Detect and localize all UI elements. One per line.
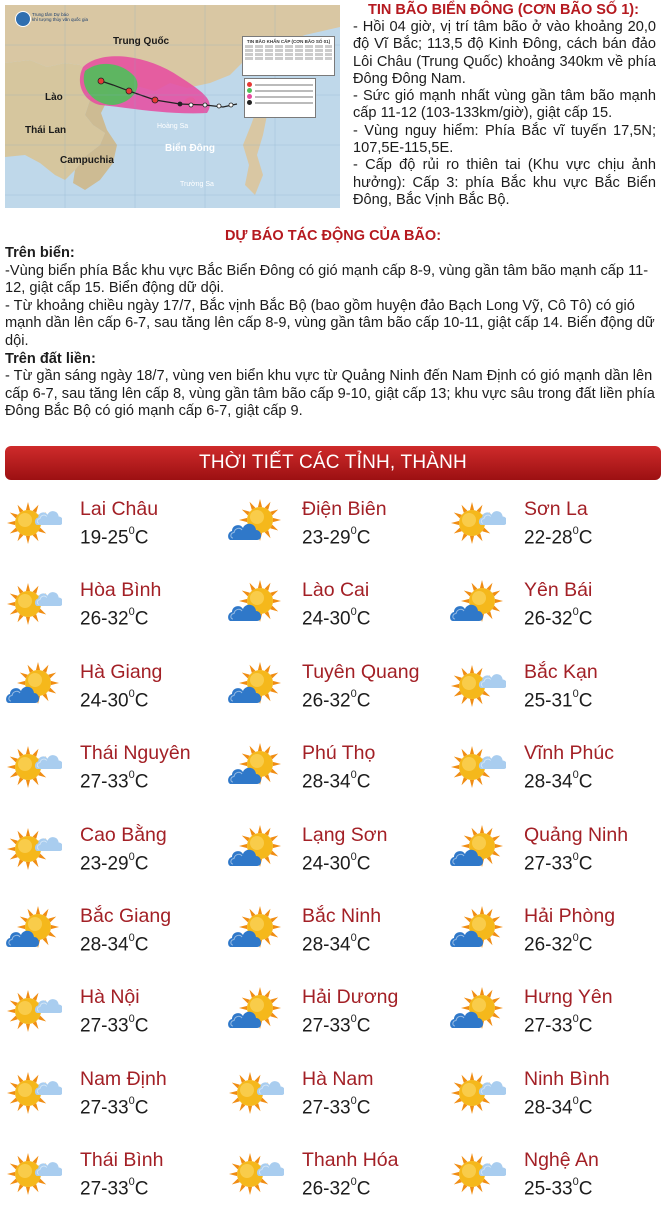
city-name: Lai Châu bbox=[80, 498, 159, 520]
impact-forecast-title: DỰ BÁO TÁC ĐỘNG CỦA BÃO: bbox=[224, 228, 442, 244]
degree-mark: 0 bbox=[350, 932, 357, 944]
temperature-range: 24-30 bbox=[80, 690, 129, 712]
temperature-range: 27-33 bbox=[80, 1178, 129, 1200]
city-name: Phú Thọ bbox=[302, 742, 376, 765]
cloud-sun-left-icon bbox=[226, 498, 284, 548]
weather-city-cell bbox=[0, 732, 222, 814]
temperature-unit: C bbox=[356, 1178, 371, 1200]
sun-cloud-right-icon bbox=[4, 824, 62, 874]
map-label-truong-sa: Trường Sa bbox=[180, 181, 214, 188]
bulletin-paragraph: - Vùng nguy hiểm: Phía Bắc vĩ tuyến 17,5N; 107,5E-115,5E. bbox=[353, 122, 656, 157]
temperature-unit: C bbox=[578, 852, 593, 874]
city-temperature bbox=[524, 1015, 592, 1037]
city-temperature bbox=[302, 771, 370, 793]
temperature-unit: C bbox=[356, 771, 371, 793]
temperature-unit: C bbox=[134, 1015, 149, 1037]
degree-mark: 0 bbox=[350, 1176, 357, 1189]
legend-row bbox=[245, 53, 332, 56]
map-label-cambodia: Campuchia bbox=[60, 155, 114, 166]
sun-cloud-right-icon bbox=[4, 579, 62, 629]
sun-cloud-right-icon bbox=[4, 986, 62, 1036]
temperature-range: 28-34 bbox=[80, 934, 129, 956]
city-name: Nam Định bbox=[80, 1067, 167, 1090]
temperature-range: 25-31 bbox=[524, 690, 573, 712]
cloud-sun-left-icon bbox=[448, 824, 506, 874]
city-temperature bbox=[80, 608, 148, 630]
city-name: Hải Phòng bbox=[524, 905, 616, 927]
city-temperature bbox=[80, 1178, 148, 1200]
symbol-row bbox=[247, 100, 313, 105]
bulletin-paragraph: - Hồi 04 giờ, vị trí tâm bão ở vào khoảng 20,0 độ Vĩ Bắc; 113,5 độ Kinh Đông, cách bán đảo Lôi Châu (Trung Quốc) khoảng 340km về phía Đông Đông Nam. bbox=[353, 19, 656, 87]
city-name: Quảng Ninh bbox=[524, 823, 629, 846]
temperature-unit: C bbox=[134, 934, 149, 956]
city-name: Cao Bằng bbox=[80, 823, 167, 846]
city-temperature bbox=[302, 850, 371, 875]
temperature-unit: C bbox=[356, 608, 371, 630]
legend-row bbox=[245, 49, 332, 52]
city-temperature bbox=[80, 850, 149, 875]
city-temperature bbox=[80, 527, 148, 549]
weather-city-cell bbox=[0, 1139, 222, 1221]
city-temperature bbox=[302, 608, 370, 630]
weather-city-cell bbox=[444, 732, 666, 814]
symbol-row bbox=[247, 88, 313, 93]
temperature-range: 28-34 bbox=[524, 771, 573, 793]
temperature-range: 27-33 bbox=[524, 1015, 573, 1037]
city-name: Hòa Bình bbox=[80, 579, 162, 602]
temperature-unit: C bbox=[578, 1178, 593, 1200]
map-symbol-legend bbox=[244, 78, 316, 118]
temperature-range: 26-32 bbox=[524, 608, 573, 630]
city-name: Hải Dương bbox=[302, 986, 399, 1009]
sea-heading: Trên biển: bbox=[5, 245, 75, 261]
temperature-range: 28-34 bbox=[524, 1097, 573, 1119]
weather-city-cell bbox=[444, 895, 666, 977]
city-temperature bbox=[524, 934, 592, 956]
temperature-range: 27-33 bbox=[80, 1097, 129, 1119]
temperature-unit: C bbox=[578, 608, 593, 630]
degree-mark: 0 bbox=[128, 687, 135, 700]
city-temperature bbox=[524, 527, 592, 549]
temperature-unit: C bbox=[356, 934, 371, 956]
degree-mark: 0 bbox=[350, 850, 357, 863]
temperature-unit: C bbox=[578, 1097, 593, 1119]
degree-mark: 0 bbox=[572, 932, 579, 944]
temperature-range: 24-30 bbox=[302, 852, 351, 874]
weather-city-cell bbox=[222, 651, 444, 733]
weather-city-cell bbox=[0, 651, 222, 733]
temperature-unit: C bbox=[356, 527, 371, 549]
legend-row bbox=[245, 45, 332, 48]
impact-forecast-body bbox=[5, 245, 660, 421]
city-temperature bbox=[524, 1094, 593, 1119]
temperature-range: 27-33 bbox=[80, 771, 129, 793]
degree-mark: 0 bbox=[350, 1094, 357, 1107]
weather-city-cell bbox=[0, 895, 222, 977]
city-name: Ninh Bình bbox=[524, 1067, 610, 1090]
temperature-unit: C bbox=[356, 1015, 371, 1037]
temperature-unit: C bbox=[578, 771, 593, 793]
temperature-unit: C bbox=[578, 934, 593, 956]
temperature-range: 23-29 bbox=[80, 852, 129, 874]
degree-mark: 0 bbox=[350, 606, 357, 619]
cloud-sun-left-icon bbox=[4, 661, 62, 711]
cloud-sun-left-icon bbox=[226, 661, 284, 711]
sea-paragraph: - Từ khoảng chiều ngày 17/7, Bắc vịnh Bắc Bộ (bao gồm huyện đảo Bạch Long Vỹ, Cô Tô) có gió mạnh dần lên cấp 6-7, sau tăng lên cấp 8-9, vùng gần tâm bão cấp 10-11, giật cấp 14. Biển động dữ dội. bbox=[5, 297, 655, 349]
weather-city-cell bbox=[444, 569, 666, 651]
agency-logo-icon bbox=[15, 11, 31, 27]
cloud-sun-left-icon bbox=[226, 905, 284, 955]
city-temperature bbox=[302, 687, 371, 712]
sun-cloud-right-icon bbox=[448, 1149, 506, 1199]
temperature-range: 28-34 bbox=[302, 934, 351, 956]
city-temperature bbox=[524, 608, 592, 630]
city-name: Lạng Sơn bbox=[302, 823, 388, 846]
temperature-unit: C bbox=[578, 527, 593, 549]
cloud-sun-left-icon bbox=[448, 986, 506, 1036]
cloud-sun-left-icon bbox=[226, 742, 284, 792]
city-name: Hà Nam bbox=[302, 1067, 374, 1090]
sun-cloud-right-icon bbox=[448, 498, 506, 548]
city-temperature bbox=[80, 1094, 149, 1119]
temperature-range: 23-29 bbox=[302, 527, 351, 549]
cloud-sun-left-icon bbox=[226, 986, 284, 1036]
city-temperature bbox=[80, 1015, 148, 1037]
city-name: Nghệ An bbox=[524, 1149, 599, 1172]
degree-mark: 0 bbox=[350, 769, 357, 782]
degree-mark: 0 bbox=[572, 850, 579, 863]
degree-mark: 0 bbox=[572, 1094, 579, 1107]
temperature-range: 22-28 bbox=[524, 527, 573, 549]
city-temperature bbox=[302, 1015, 370, 1037]
map-legend bbox=[242, 36, 335, 76]
map-label-laos: Lào bbox=[45, 92, 63, 103]
temperature-unit: C bbox=[134, 1097, 149, 1119]
degree-mark: 0 bbox=[572, 606, 579, 619]
temperature-range: 26-32 bbox=[302, 1178, 351, 1200]
cloud-sun-left-icon bbox=[448, 905, 506, 955]
weather-city-cell bbox=[222, 488, 444, 570]
cloud-sun-left-icon bbox=[226, 579, 284, 629]
sea-paragraph: -Vùng biển phía Bắc khu vực Bắc Biển Đông có gió mạnh cấp 8-9, vùng gần tâm bão mạnh cấp 11-12, giật cấp 15. Biển động dữ dội. bbox=[5, 262, 649, 297]
temperature-range: 24-30 bbox=[302, 608, 351, 630]
cloud-sun-left-icon bbox=[4, 905, 62, 955]
sun-cloud-right-icon bbox=[4, 1149, 62, 1199]
storm-bulletin-title: TIN BÃO BIỂN ĐÔNG (CƠN BÃO SỐ 1): bbox=[368, 2, 639, 18]
temperature-unit: C bbox=[134, 690, 149, 712]
weather-grid bbox=[0, 488, 666, 1200]
temperature-range: 26-32 bbox=[80, 608, 129, 630]
city-name: Tuyên Quang bbox=[302, 660, 420, 683]
agency-name bbox=[32, 12, 88, 22]
temperature-range: 28-34 bbox=[302, 771, 351, 793]
sun-cloud-right-icon bbox=[448, 661, 506, 711]
temperature-range: 25-33 bbox=[524, 1178, 573, 1200]
degree-mark: 0 bbox=[350, 1013, 357, 1026]
temperature-unit: C bbox=[578, 690, 593, 712]
degree-mark: 0 bbox=[128, 769, 135, 782]
temperature-unit: C bbox=[578, 1015, 593, 1037]
weather-city-cell bbox=[0, 488, 222, 570]
weather-city-cell bbox=[222, 814, 444, 896]
city-name: Hà Giang bbox=[80, 660, 163, 683]
weather-city-cell bbox=[444, 651, 666, 733]
weather-city-cell bbox=[222, 1058, 444, 1140]
degree-mark: 0 bbox=[128, 1094, 135, 1107]
temperature-unit: C bbox=[356, 690, 371, 712]
cloud-sun-left-icon bbox=[448, 579, 506, 629]
city-temperature bbox=[80, 934, 148, 956]
degree-mark: 0 bbox=[572, 687, 579, 700]
map-label-china: Trung Quốc bbox=[113, 36, 170, 47]
temperature-unit: C bbox=[134, 527, 149, 549]
weather-section-banner: THỜI TIẾT CÁC TỈNH, THÀNH bbox=[5, 446, 661, 480]
degree-mark: 0 bbox=[572, 1013, 579, 1026]
temperature-range: 27-33 bbox=[524, 852, 573, 874]
city-temperature bbox=[302, 934, 370, 956]
temperature-unit: C bbox=[356, 852, 371, 874]
bulletin-paragraph: - Cấp độ rủi ro thiên tai (Khu vực chịu ảnh hưởng): Cấp 3: phía Bắc khu vực Bắc Biển Đông, Bắc Vịnh Bắc Bộ. bbox=[353, 157, 656, 208]
city-name: Thanh Hóa bbox=[302, 1149, 399, 1172]
weather-city-cell bbox=[444, 1139, 666, 1221]
city-name: Điện Biên bbox=[302, 498, 387, 520]
agency-name-line-2: khí tượng thủy văn quốc gia bbox=[32, 17, 88, 22]
weather-city-cell bbox=[222, 569, 444, 651]
city-temperature bbox=[524, 850, 593, 875]
storm-bulletin-body bbox=[353, 19, 656, 209]
weather-city-cell bbox=[222, 976, 444, 1058]
map-legend-title: TIN BÃO KHẨN CẤP (CƠN BÃO SỐ 01) bbox=[246, 39, 331, 44]
cloud-sun-left-icon bbox=[226, 824, 284, 874]
symbol-row bbox=[247, 94, 313, 99]
city-temperature bbox=[302, 1094, 371, 1119]
degree-mark: 0 bbox=[128, 1013, 135, 1026]
temperature-unit: C bbox=[134, 852, 149, 874]
city-temperature bbox=[524, 771, 592, 793]
weather-city-cell bbox=[0, 814, 222, 896]
temperature-range: 27-33 bbox=[80, 1015, 129, 1037]
sun-cloud-right-icon bbox=[4, 1068, 62, 1118]
degree-mark: 0 bbox=[350, 687, 357, 700]
map-label-thailand: Thái Lan bbox=[25, 125, 67, 136]
city-name: Yên Bái bbox=[524, 579, 593, 602]
city-name: Bắc Ninh bbox=[302, 905, 382, 927]
city-name: Bắc Giang bbox=[80, 905, 172, 927]
legend-row bbox=[245, 57, 332, 60]
weather-city-cell bbox=[222, 895, 444, 977]
weather-city-cell bbox=[0, 569, 222, 651]
land-paragraph: - Từ gần sáng ngày 18/7, vùng ven biển khu vực từ Quảng Ninh đến Nam Định có gió mạnh dần lên cấp 6-7, sau tăng lên cấp 8, vùng gần tâm bão cấp 9-10, giật cấp 13; khu vực sâu trong đất liền phía Đông Bắc Bộ có gió mạnh cấp 6-7, giật cấp 9. bbox=[5, 368, 655, 420]
degree-mark: 0 bbox=[350, 525, 357, 537]
temperature-unit: C bbox=[134, 608, 149, 630]
city-temperature bbox=[524, 1178, 592, 1200]
city-temperature bbox=[302, 527, 370, 549]
land-heading: Trên đất liền: bbox=[5, 350, 96, 367]
sun-cloud-right-icon bbox=[226, 1068, 284, 1118]
bulletin-paragraph: - Sức gió mạnh nhất vùng gần tâm bão mạnh cấp 11-12 (103-133km/giờ), giật cấp 15. bbox=[353, 88, 656, 122]
weather-city-cell bbox=[444, 976, 666, 1058]
weather-city-cell bbox=[444, 1058, 666, 1140]
city-temperature bbox=[302, 1178, 370, 1200]
map-label-hoang-sa: Hoàng Sa bbox=[157, 123, 189, 130]
symbol-row bbox=[247, 82, 313, 87]
degree-mark: 0 bbox=[128, 606, 135, 619]
agency-name-line-1: Trung tâm Dự báo bbox=[32, 12, 69, 17]
city-name: Bắc Kạn bbox=[524, 660, 598, 683]
weather-city-cell bbox=[0, 976, 222, 1058]
degree-mark: 0 bbox=[128, 850, 135, 863]
weather-city-cell bbox=[0, 1058, 222, 1140]
weather-city-cell bbox=[222, 732, 444, 814]
city-temperature bbox=[80, 771, 148, 793]
degree-mark: 0 bbox=[128, 525, 135, 537]
city-name: Sơn La bbox=[524, 498, 588, 520]
storm-track-map bbox=[5, 5, 340, 208]
degree-mark: 0 bbox=[572, 769, 579, 782]
sun-cloud-right-icon bbox=[448, 1068, 506, 1118]
city-temperature bbox=[80, 687, 149, 712]
temperature-range: 26-32 bbox=[302, 690, 351, 712]
sun-cloud-right-icon bbox=[226, 1149, 284, 1199]
temperature-unit: C bbox=[134, 1178, 149, 1200]
city-temperature bbox=[524, 687, 593, 712]
temperature-unit: C bbox=[134, 771, 149, 793]
city-name: Thái Nguyên bbox=[80, 742, 191, 765]
sun-cloud-right-icon bbox=[448, 742, 506, 792]
temperature-range: 26-32 bbox=[524, 934, 573, 956]
temperature-range: 27-33 bbox=[302, 1015, 351, 1037]
map-label-east-sea: Biển Đông bbox=[165, 143, 215, 154]
sun-cloud-right-icon bbox=[4, 498, 62, 548]
weather-city-cell bbox=[444, 814, 666, 896]
city-name: Lào Cai bbox=[302, 579, 370, 602]
city-name: Hưng Yên bbox=[524, 986, 613, 1009]
city-name: Vĩnh Phúc bbox=[524, 742, 614, 765]
temperature-range: 19-25 bbox=[80, 527, 129, 549]
city-name: Hà Nội bbox=[80, 986, 140, 1009]
sun-cloud-right-icon bbox=[4, 742, 62, 792]
degree-mark: 0 bbox=[128, 1176, 135, 1189]
weather-city-cell bbox=[222, 1139, 444, 1221]
temperature-unit: C bbox=[356, 1097, 371, 1119]
degree-mark: 0 bbox=[572, 525, 579, 537]
city-name: Thái Bình bbox=[80, 1149, 164, 1172]
temperature-range: 27-33 bbox=[302, 1097, 351, 1119]
weather-city-cell bbox=[444, 488, 666, 570]
degree-mark: 0 bbox=[128, 932, 135, 944]
degree-mark: 0 bbox=[572, 1176, 579, 1189]
